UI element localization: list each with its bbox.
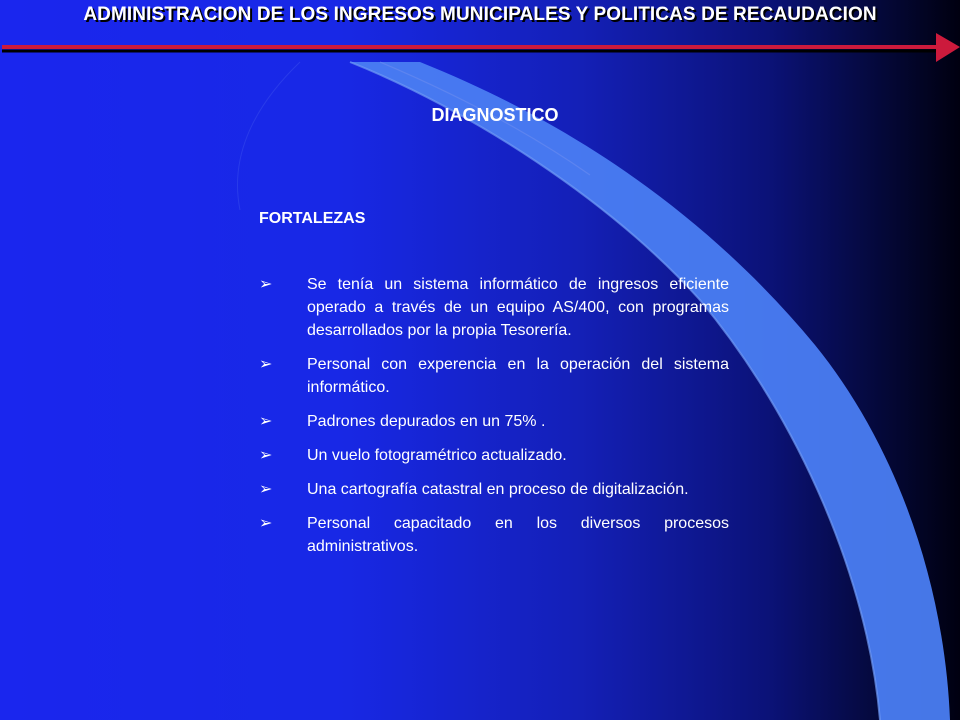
arrow-bullet-icon: ➢ bbox=[259, 515, 273, 532]
list-item-text: Personal capacitado en los diversos procesos administrativos. bbox=[307, 515, 729, 555]
list-item bbox=[259, 512, 729, 558]
list-item bbox=[259, 410, 729, 433]
arrow-bullet-icon: ➢ bbox=[259, 447, 273, 464]
list-item bbox=[259, 478, 729, 501]
arrow-bullet-icon: ➢ bbox=[259, 356, 273, 373]
strengths-list bbox=[259, 273, 729, 569]
list-item bbox=[259, 273, 729, 342]
header-arrow-icon bbox=[936, 33, 960, 62]
page-title: ADMINISTRACION DE LOS INGRESOS MUNICIPALES Y POLITICAS DE RECAUDACION bbox=[83, 4, 877, 25]
arrow-bullet-icon: ➢ bbox=[259, 276, 273, 293]
arrow-bullet-icon: ➢ bbox=[259, 413, 273, 430]
list-item-text: Padrones depurados en un 75% . bbox=[307, 413, 546, 430]
slide-subtitle: DIAGNOSTICO bbox=[431, 105, 559, 125]
list-item-text: Personal con experencia en la operación del sistema informático. bbox=[307, 356, 729, 396]
list-item-text: Se tenía un sistema informático de ingresos eficiente operado a través de un equipo AS/400, con programas desarrollados por la propia Tesorería. bbox=[307, 276, 729, 339]
list-item bbox=[259, 353, 729, 399]
list-item bbox=[259, 444, 729, 467]
arc-line-2 bbox=[238, 62, 301, 210]
list-item-text: Un vuelo fotogramétrico actualizado. bbox=[307, 447, 567, 464]
arrow-bullet-icon: ➢ bbox=[259, 481, 273, 498]
list-item-text: Una cartografía catastral en proceso de digitalización. bbox=[307, 481, 689, 498]
section-title: FORTALEZAS bbox=[259, 210, 366, 227]
